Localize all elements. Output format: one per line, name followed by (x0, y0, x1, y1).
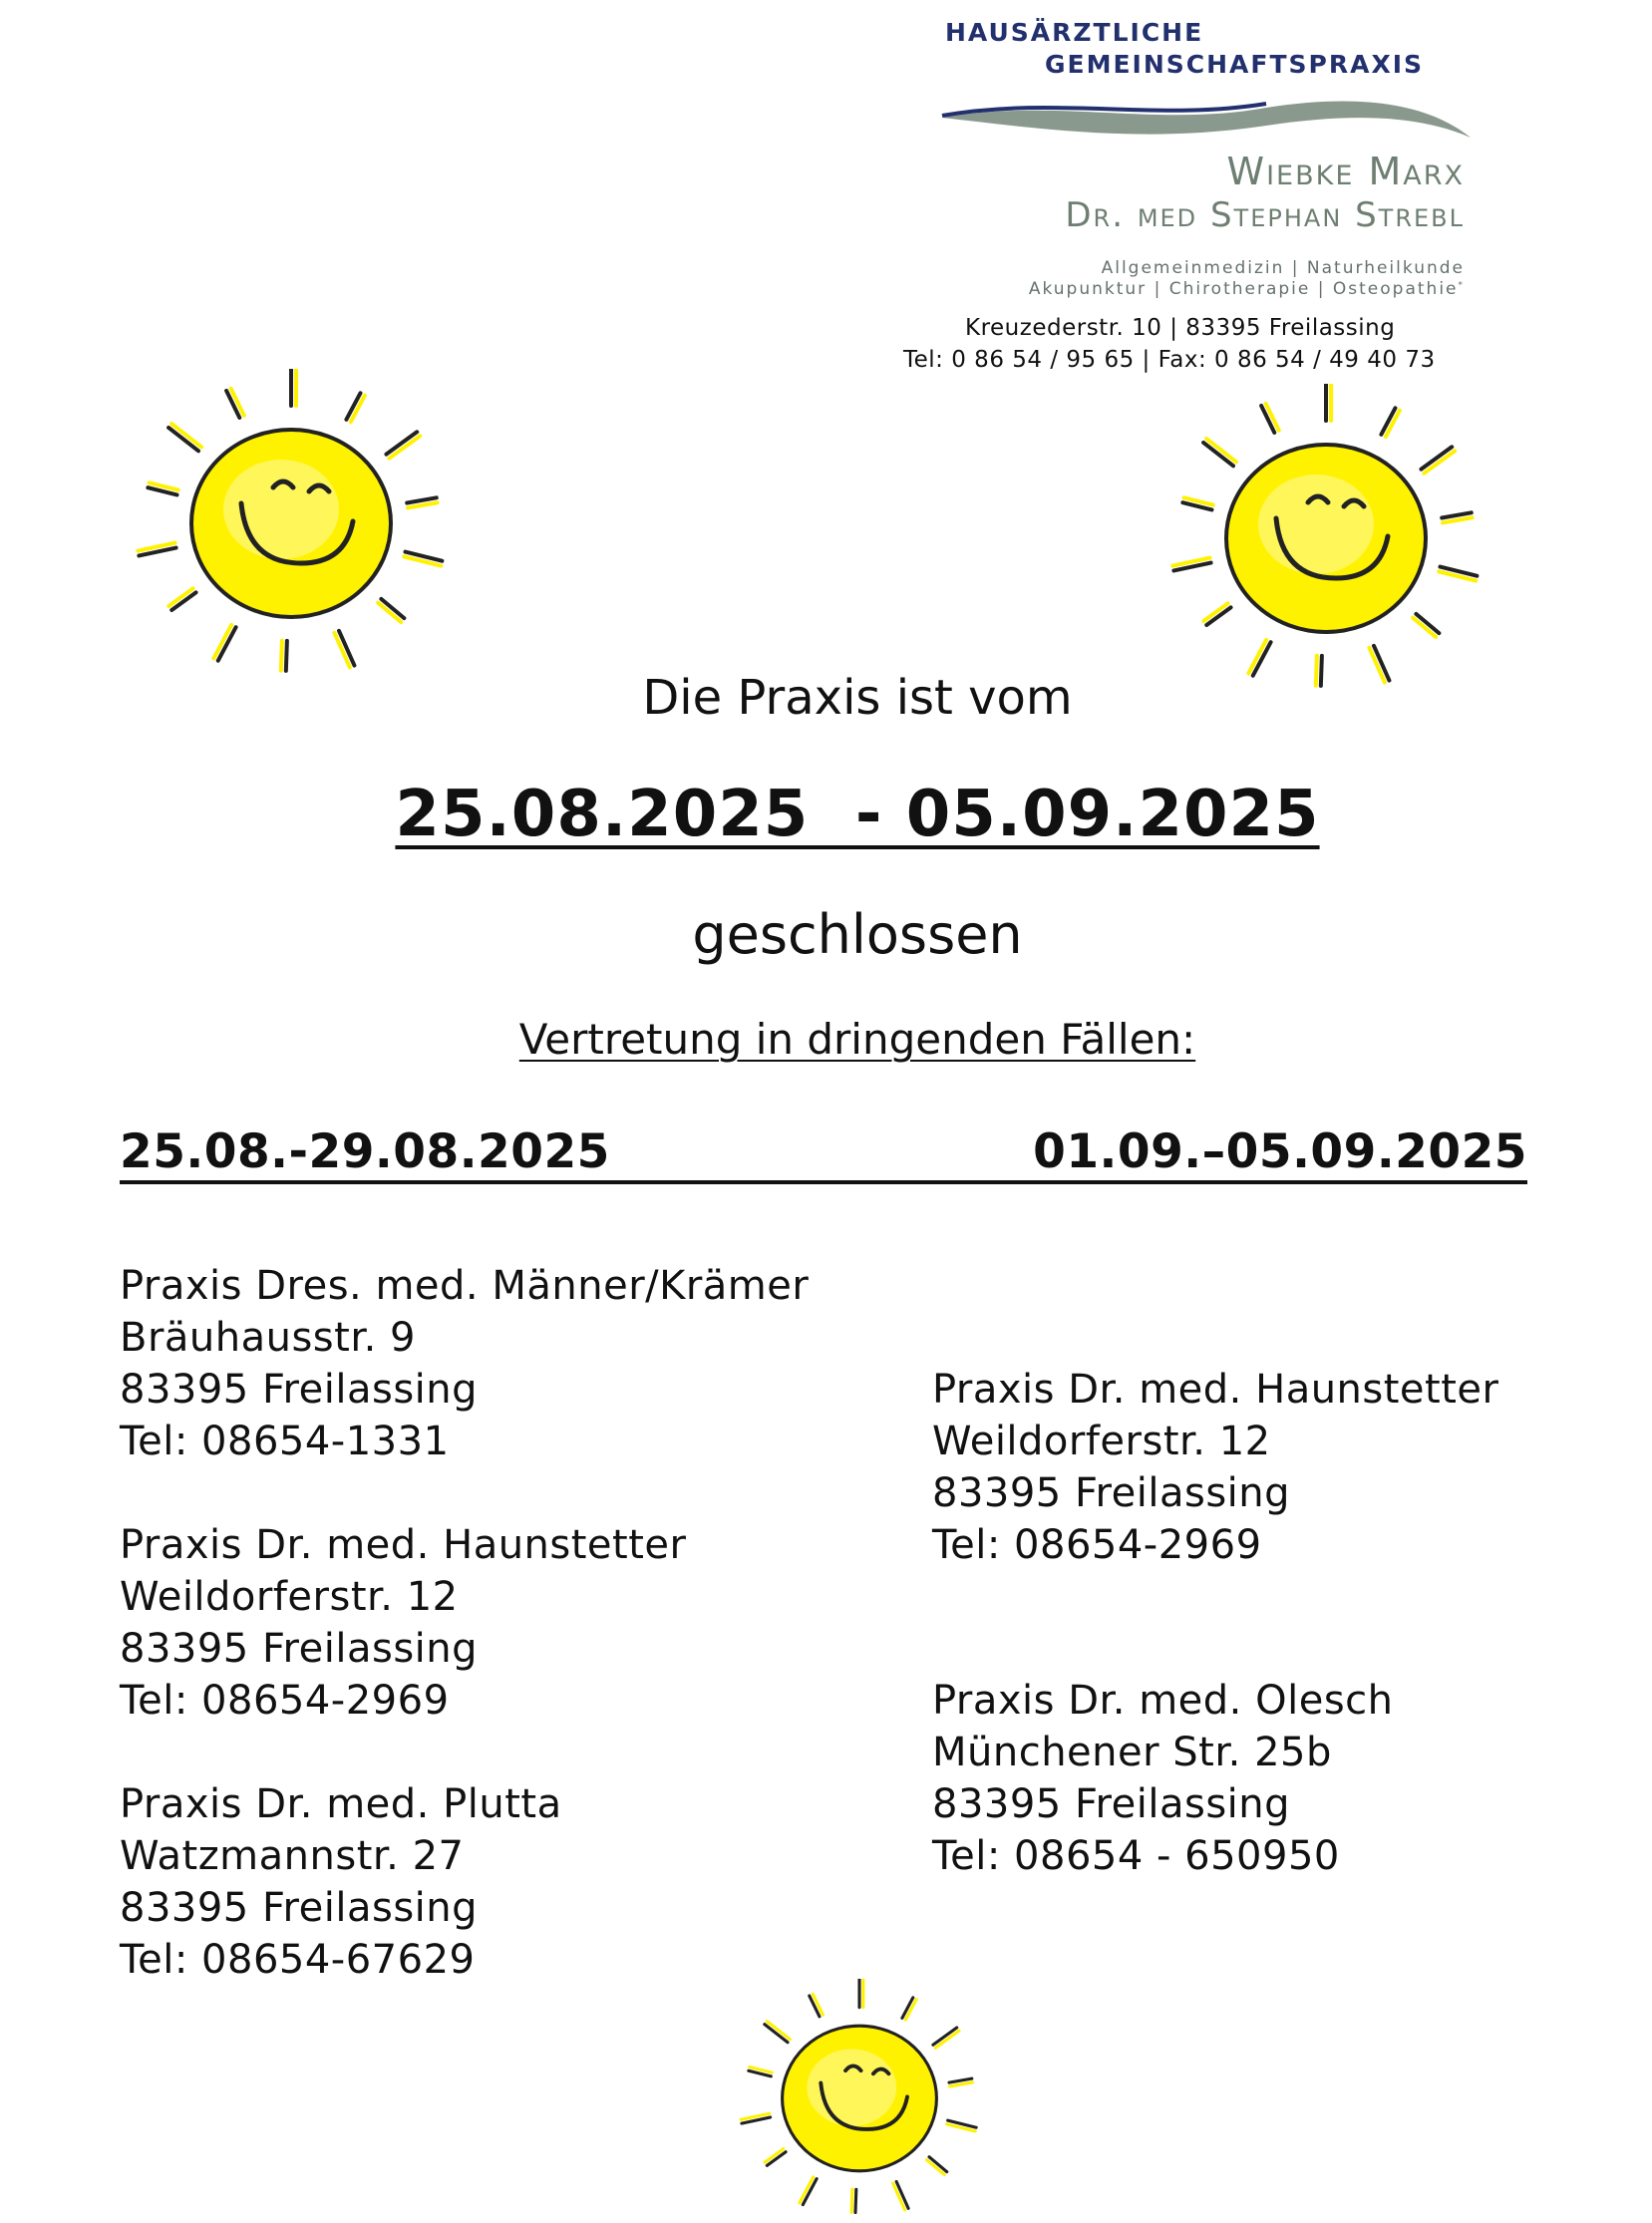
logo-title-line1: HAUSÄRZTLICHE (945, 18, 1204, 47)
practice-phone: Tel: 08654-67629 (120, 1937, 476, 1983)
practice-name: Praxis Dr. med. Haunstetter (120, 1522, 687, 1568)
practice-street: Münchener Str. 25b (932, 1730, 1332, 1775)
practice-city: 83395 Freilassing (932, 1781, 1291, 1827)
specialties-line-2: Akupunktur | Chirotherapie | Osteopathie* (1028, 279, 1465, 299)
closure-status: geschlossen (692, 903, 1023, 966)
logo-wave-icon (937, 92, 1476, 148)
substitute-entry (120, 1778, 809, 1986)
substitute-heading: Vertretung in dringenden Fällen: (518, 1015, 1196, 1064)
practice-address: Kreuzederstr. 10 | 83395 Freilassing (965, 315, 1396, 341)
substitutes-right-column (932, 1364, 1498, 1934)
practice-street: Weildorferstr. 12 (932, 1419, 1271, 1464)
substitutes-left-column (120, 1260, 809, 2038)
closure-intro: Die Praxis ist vom (642, 670, 1073, 726)
doctor-name-1: Wiebke Marx (1226, 150, 1465, 193)
smiling-sun-icon (112, 369, 471, 678)
practice-street: Watzmannstr. 27 (120, 1833, 465, 1879)
practice-city: 83395 Freilassing (120, 1885, 479, 1931)
practice-street: Weildorferstr. 12 (120, 1574, 459, 1620)
period-left: 25.08.-29.08.2025 (120, 1124, 610, 1179)
substitute-entry (120, 1260, 809, 1467)
practice-phone: Tel: 08654-2969 (932, 1522, 1262, 1568)
practice-name: Praxis Dr. med. Haunstetter (932, 1367, 1499, 1413)
practice-name: Praxis Dr. med. Plutta (120, 1781, 562, 1827)
logo-title-line2: GEMEINSCHAFTSPRAXIS (1045, 50, 1425, 79)
substitute-entry (932, 1364, 1498, 1571)
practice-city: 83395 Freilassing (120, 1367, 479, 1413)
substitute-entry (932, 1675, 1498, 1882)
practice-name: Praxis Dres. med. Männer/Krämer (120, 1263, 810, 1309)
practice-phone-fax: Tel: 0 86 54 / 95 65 | Fax: 0 86 54 / 49 40 73 (903, 347, 1436, 373)
practice-phone: Tel: 08654-1331 (120, 1419, 450, 1464)
practice-city: 83395 Freilassing (120, 1626, 479, 1672)
doctor-name-2: Dr. med Stephan Strebl (1065, 195, 1465, 235)
practice-phone: Tel: 08654-2969 (120, 1678, 450, 1724)
practice-name: Praxis Dr. med. Olesch (932, 1678, 1394, 1724)
practice-city: 83395 Freilassing (932, 1470, 1291, 1516)
practice-phone: Tel: 08654 - 650950 (932, 1833, 1340, 1879)
substitute-entry (120, 1519, 809, 1727)
closure-date-range: 25.08.2025 - 05.09.2025 (395, 778, 1320, 851)
practice-street: Bräuhausstr. 9 (120, 1315, 416, 1361)
smiling-sun-icon (1147, 384, 1505, 693)
specialties-line-1: Allgemeinmedizin | Naturheilkunde (1101, 258, 1465, 278)
period-right: 01.09.–05.09.2025 (1033, 1124, 1527, 1179)
